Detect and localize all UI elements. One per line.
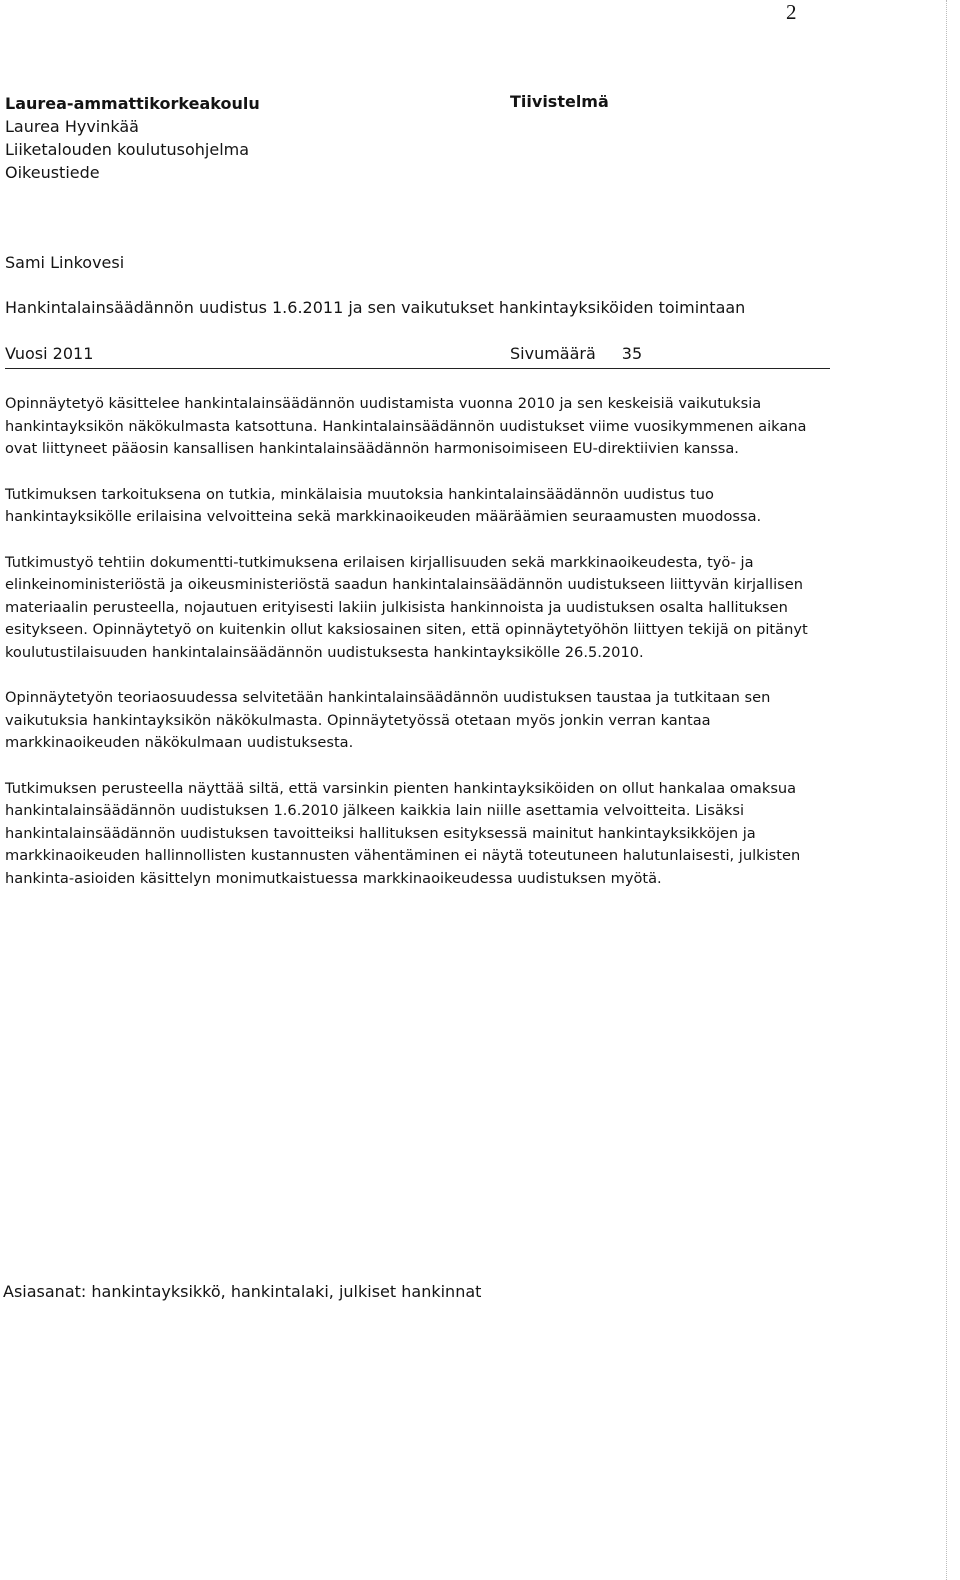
page-count-field [510,344,642,363]
year-label: Vuosi 2011 [5,344,94,363]
thesis-title: Hankintalainsäädännön uudistus 1.6.2011 ja sen vaikutukset hankintayksiköiden toimintaan [5,298,746,317]
degree-programme: Liiketalouden koulutusohjelma [5,140,250,159]
institution-name: Laurea-ammattikorkeakoulu [5,94,260,113]
subject-area: Oikeustiede [5,163,100,182]
keywords-line: Asiasanat: hankintayksikkö, hankintalaki, julkiset hankinnat [3,1282,482,1301]
metadata-row [5,344,830,369]
abstract-paragraph-2: Tutkimuksen tarkoituksena on tutkia, minkälaisia muutoksia hankintalainsäädännön uudistus tuo hankintayksikölle erilaisina velvoitteina sekä markkinaoikeuden määräämien seuraamusten muodossa. [5,485,762,525]
abstract-paragraph-5: Tutkimuksen perusteella näyttää siltä, että varsinkin pienten hankintayksiköiden on ollut hankalaa omaksua hankintalainsäädännön uudistuksen 1.6.2010 jälkeen kaikkia lain niille asettamia velvoitteita. Lisäksi hankintalainsäädännön uudistuksen tavoitteiksi hallituksen esityksessä mainitut hankintayksikköjen ja markkinaoikeuden hallinnollisten kustannusten vähentäminen ei näytä toteutuneen halutunlaisesti, julkisten hankinta-asioiden käsittelyn monimutkaistuessa markkinaoikeudessa uudistuksen myötä. [5,779,801,887]
document-type-heading: Tiivistelmä [510,92,609,111]
page-count-label: Sivumäärä [510,344,596,363]
page-count-value: 35 [621,344,643,363]
abstract-paragraph-1: Opinnäytetyö käsittelee hankintalainsäädännön uudistamista vuonna 2010 ja sen keskeisiä vaikutuksia hankintayksikön näkökulmasta katsottuna. Hankintalainsäädännön uudistukset viime vuosikymmenen aikana ovat liittyneet pääosin kansallisen hankintalainsäädännön harmonisoimiseen EU-direktiivien kanssa. [5,395,807,457]
abstract-body [5,393,817,913]
header-block [5,92,260,184]
abstract-paragraph-3: Tutkimustyö tehtiin dokumentti-tutkimuksena erilaisen kirjallisuuden sekä markkinaoikeudesta, työ- ja elinkeinoministeriöstä ja oikeusministeriöstä saadun hankintalainsäädännön uudistukseen liittyvän kirjallisen materiaalin perusteella, nojautuen erityisesti lakiin julkisista hankinnoista ja uudistuksen osalta hallituksen esitykseen. Opinnäytetyö on kuitenkin ollut kaksiosainen siten, että opinnäytetyöhön liittyen tekijä on pitänyt koulutustilaisuuden hankintalainsäädännön uudistuksesta hankintayksikölle 26.5.2010. [5,553,808,661]
scan-edge-divider [946,0,947,1580]
abstract-paragraph-4: Opinnäytetyön teoriaosuudessa selvitetään hankintalainsäädännön uudistuksen taustaa ja tutkitaan sen vaikutuksia hankintayksikön näkökulmasta. Opinnäytetyössä otetaan myös jonkin verran kantaa markkinaoikeuden näkökulmaan uudistuksesta. [5,689,771,751]
campus-name: Laurea Hyvinkää [5,117,139,136]
author-name: Sami Linkovesi [5,253,125,272]
page-number: 2 [786,0,797,24]
